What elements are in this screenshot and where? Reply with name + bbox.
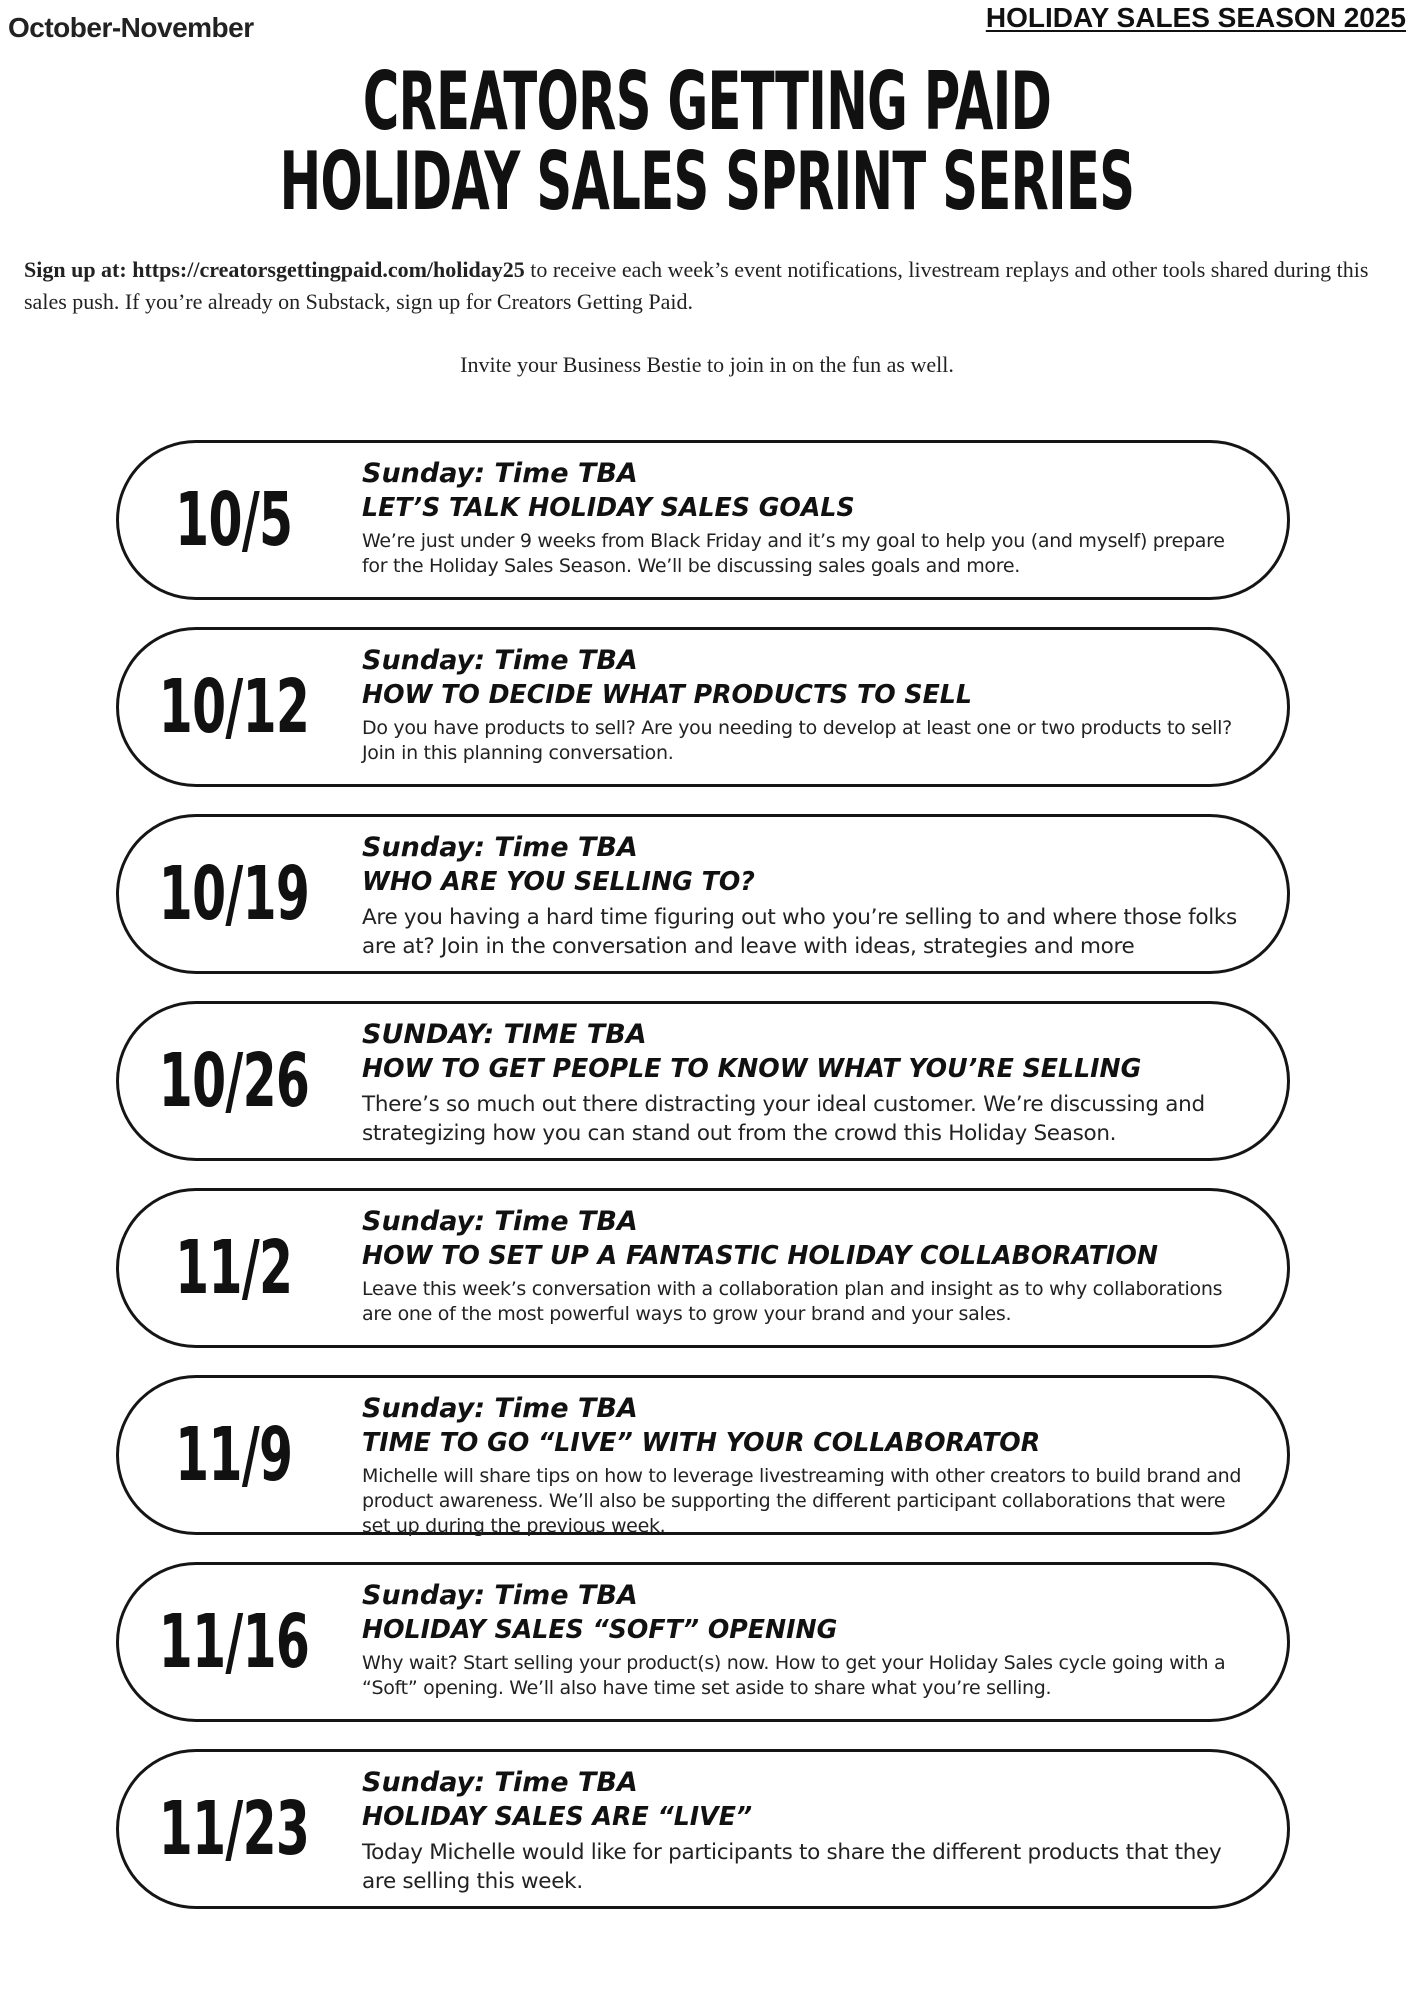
event-time: Sunday: Time TBA [362, 1206, 638, 1237]
period-label: October-November [8, 12, 254, 43]
event-date-text: 10/26 [158, 1038, 310, 1124]
event-card [116, 1749, 1290, 1909]
page-title-line-2: HOLIDAY SALES SPRINT SERIES [279, 135, 1135, 228]
event-card [116, 1562, 1290, 1722]
event-card [116, 814, 1290, 974]
event-card [116, 627, 1290, 787]
signup-link[interactable]: Sign up at: https://creatorsgettingpaid.com/holiday25 [24, 257, 525, 282]
event-topic: HOW TO SET UP A FANTASTIC HOLIDAY COLLABORATION [362, 1241, 1158, 1271]
event-date-text: 11/16 [158, 1599, 310, 1685]
event-topic: WHO ARE YOU SELLING TO? [362, 867, 755, 897]
signup-paragraph [24, 254, 1384, 318]
event-description: Why wait? Start selling your product(s) now. How to get your Holiday Sales cycle going with a “Soft” opening. We’ll also have time set aside to share what you’re selling. [362, 1652, 1226, 1699]
event-description: Today Michelle would like for participants to share the different products that they are selling this week. [362, 1840, 1222, 1894]
event-time: Sunday: Time TBA [362, 832, 638, 863]
event-time: Sunday: Time TBA [362, 458, 638, 489]
signup-description: to receive each week’s event notifications, livestream replays and other tools shared during this sales push. If you’re already on Substack, sign up for Creators Getting Paid. [24, 257, 1369, 314]
event-time: Sunday: Time TBA [362, 645, 638, 676]
event-time: Sunday: Time TBA [362, 1580, 638, 1611]
event-time: SUNDAY: TIME TBA [362, 1019, 647, 1050]
event-description: Michelle will share tips on how to leverage livestreaming with other creators to build brand and product awareness. We’ll also be supporting the different participant collaborations that were set up during the previous week. [362, 1465, 1242, 1537]
event-date [119, 1378, 349, 1532]
event-date-text: 10/19 [158, 851, 310, 937]
event-description: There’s so much out there distracting your ideal customer. We’re discussing and strategizing how you can stand out from the crowd this Holiday Season. [362, 1092, 1205, 1146]
event-date [119, 1004, 349, 1158]
event-card [116, 1001, 1290, 1161]
event-date-text: 10/12 [158, 664, 310, 750]
event-date-text: 11/2 [175, 1225, 293, 1311]
event-date [119, 817, 349, 971]
event-description: Do you have products to sell? Are you needing to develop at least one or two products to sell? Join in this planning conversation. [362, 717, 1232, 764]
page-title [0, 55, 1414, 228]
event-date [119, 630, 349, 784]
event-date [119, 443, 349, 597]
event-topic: HOLIDAY SALES ARE “LIVE” [362, 1802, 753, 1832]
season-heading: HOLIDAY SALES SEASON 2025 [985, 2, 1406, 33]
event-date-text: 11/23 [158, 1786, 310, 1872]
event-date [119, 1191, 349, 1345]
invite-text: Invite your Business Bestie to join in on the fun as well. [460, 352, 954, 377]
event-date [119, 1752, 349, 1906]
event-time: Sunday: Time TBA [362, 1393, 638, 1424]
event-topic: TIME TO GO “LIVE” WITH YOUR COLLABORATOR [362, 1428, 1041, 1458]
event-date-text: 11/9 [175, 1412, 293, 1498]
event-description: Leave this week’s conversation with a collaboration plan and insight as to why collaborations are one of the most powerful ways to grow your brand and your sales. [362, 1278, 1223, 1325]
event-topic: HOW TO DECIDE WHAT PRODUCTS TO SELL [362, 680, 972, 710]
event-description: We’re just under 9 weeks from Black Friday and it’s my goal to help you (and myself) prepare for the Holiday Sales Season. We’ll be discussing sales goals and more. [362, 530, 1225, 577]
event-topic: HOW TO GET PEOPLE TO KNOW WHAT YOU’RE SELLING [362, 1054, 1142, 1084]
page-title-line-1: CREATORS GETTING PAID [362, 55, 1052, 148]
event-description: Are you having a hard time figuring out who you’re selling to and where those folks are at? Join in the conversation and leave with ideas, strategies and more [362, 905, 1237, 959]
event-card [116, 1188, 1290, 1348]
event-card [116, 440, 1290, 600]
event-card [116, 1375, 1290, 1535]
event-date-text: 10/5 [175, 477, 293, 563]
event-schedule [116, 440, 1290, 1936]
event-topic: LET’S TALK HOLIDAY SALES GOALS [362, 493, 855, 523]
event-time: Sunday: Time TBA [362, 1767, 638, 1798]
event-topic: HOLIDAY SALES “SOFT” OPENING [362, 1615, 838, 1645]
event-date [119, 1565, 349, 1719]
